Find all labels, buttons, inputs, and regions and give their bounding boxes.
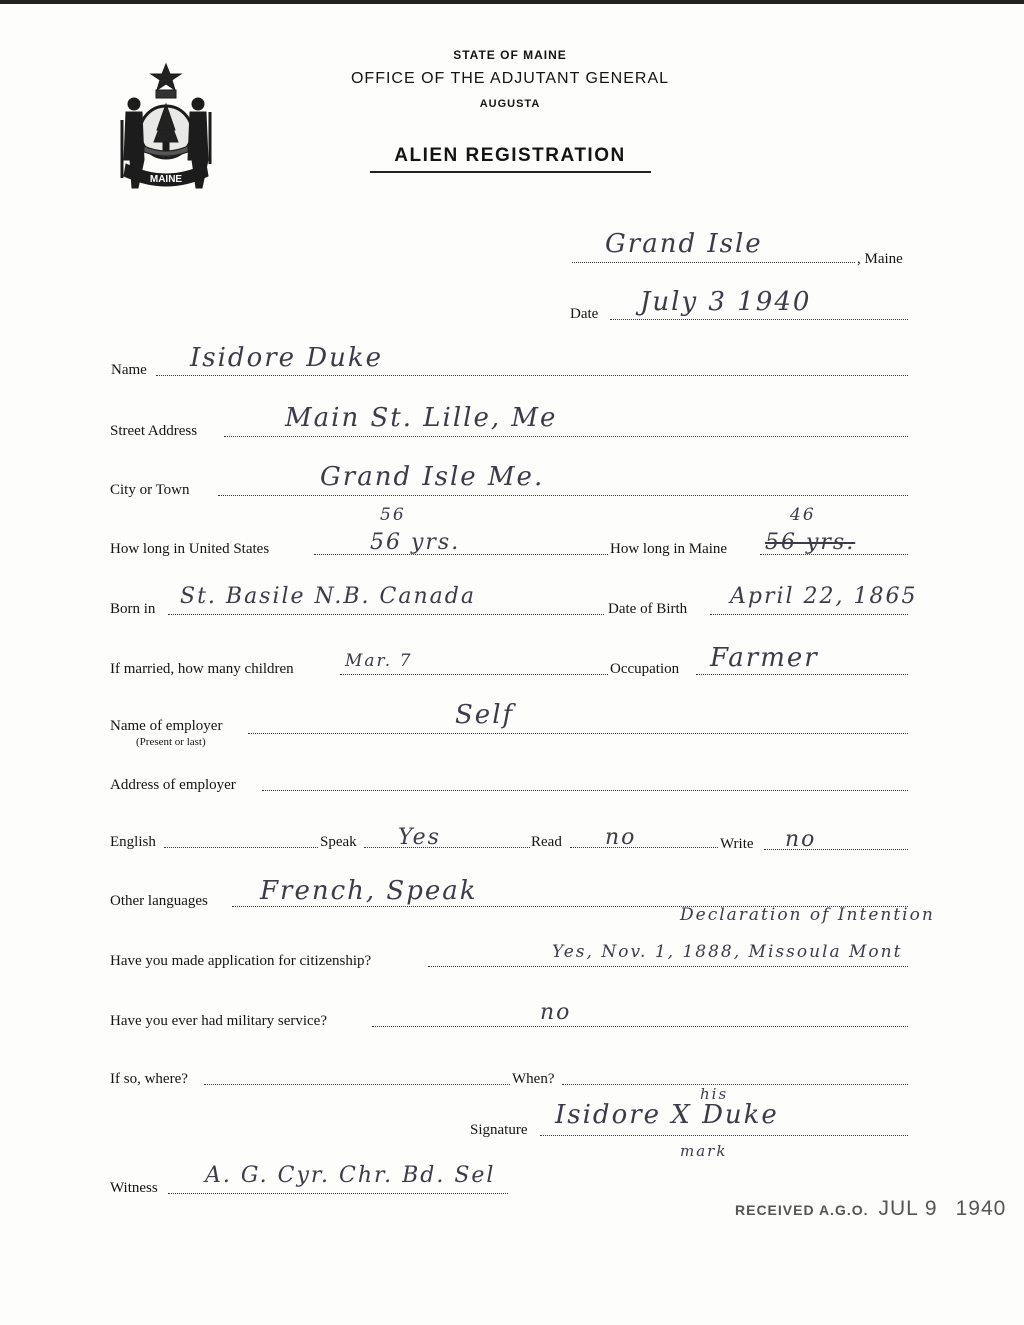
occupation-value: Farmer — [710, 643, 819, 673]
signature-mark: mark — [680, 1142, 728, 1160]
where-line — [204, 1084, 510, 1085]
military-label: Have you ever had military service? — [110, 1013, 327, 1029]
write-value: no — [785, 827, 817, 852]
place-line — [572, 262, 855, 263]
dob-value: April 22, 1865 — [730, 584, 918, 609]
stamp-received: RECEIVED A.G.O. — [735, 1202, 869, 1218]
employer-line — [248, 733, 908, 734]
speak-label: Speak — [320, 834, 357, 850]
write-label: Write — [720, 836, 754, 852]
witness-label: Witness — [110, 1180, 158, 1196]
street-label: Street Address — [110, 423, 198, 439]
stamp-date: JUL 9 — [878, 1197, 938, 1220]
citizenship-line — [428, 966, 908, 967]
employer-address-label: Address of employer — [110, 777, 236, 793]
received-stamp — [735, 1197, 1006, 1221]
children-value: Mar. 7 — [345, 651, 413, 671]
signature-line — [540, 1135, 908, 1136]
form-title: ALIEN REGISTRATION — [394, 145, 626, 166]
when-label: When? — [512, 1071, 555, 1087]
other-lang-value: French, Speak — [260, 876, 478, 906]
military-line — [372, 1026, 908, 1027]
date-label: Date — [570, 306, 599, 322]
seal-banner-text: MAINE — [149, 174, 183, 185]
speak-line — [364, 847, 530, 848]
occupation-line — [696, 674, 908, 675]
name-label: Name — [111, 362, 147, 378]
citizenship-value: Yes, Nov. 1, 1888, Missoula Mont — [552, 942, 903, 962]
signature-value: Isidore X Duke — [555, 1100, 779, 1130]
employer-address-line — [262, 790, 908, 791]
employer-sublabel: (Present or last) — [136, 736, 206, 748]
name-line — [156, 375, 908, 376]
born-label: Born in — [110, 601, 156, 617]
name-value: Isidore Duke — [190, 343, 384, 373]
born-value: St. Basile N.B. Canada — [180, 584, 476, 609]
city-line — [218, 495, 908, 496]
read-label: Read — [531, 834, 562, 850]
street-value: Main St. Lille, Me — [285, 403, 558, 433]
citizenship-note: Declaration of Intention — [680, 905, 935, 925]
signature-his: his — [700, 1085, 729, 1103]
citizenship-label: Have you made application for citizenship? — [110, 953, 372, 969]
english-line — [164, 847, 318, 848]
years-maine-value: 56 yrs. — [765, 530, 856, 555]
title-underline — [370, 171, 651, 173]
read-line — [570, 847, 718, 848]
english-label: English — [110, 834, 156, 850]
date-value: July 3 1940 — [640, 287, 812, 317]
years-us-correction: 56 — [380, 505, 406, 525]
signature-label: Signature — [470, 1122, 528, 1138]
when-line — [562, 1084, 908, 1085]
scan-border — [0, 0, 1024, 4]
other-lang-label: Other languages — [110, 893, 208, 909]
children-label: If married, how many children — [110, 661, 294, 677]
street-line — [224, 436, 908, 437]
city-label: City or Town — [110, 482, 190, 498]
header-office: OFFICE OF THE ADJUTANT GENERAL — [350, 70, 670, 87]
dob-label: Date of Birth — [608, 601, 688, 617]
military-value: no — [540, 1000, 572, 1025]
employer-value: Self — [455, 700, 515, 730]
date-line — [610, 319, 908, 320]
years-us-value: 56 yrs. — [370, 530, 461, 555]
years-us-line — [314, 554, 608, 555]
city-value: Grand Isle Me. — [320, 462, 545, 492]
place-value: Grand Isle — [605, 229, 763, 259]
where-label: If so, where? — [110, 1071, 188, 1087]
header-state: STATE OF MAINE — [453, 48, 567, 62]
witness-value: A. G. Cyr. Chr. Bd. Sel — [205, 1163, 496, 1188]
dob-line — [710, 614, 908, 615]
read-value: no — [605, 825, 637, 850]
years-maine-label: How long in Maine — [610, 541, 728, 557]
speak-value: Yes — [398, 825, 441, 850]
stamp-year: 1940 — [955, 1197, 1007, 1220]
maine-state-seal — [112, 60, 220, 192]
years-maine-correction: 46 — [790, 505, 816, 525]
born-line — [168, 614, 604, 615]
years-us-label: How long in United States — [110, 541, 270, 557]
children-line — [340, 674, 608, 675]
occupation-label: Occupation — [610, 661, 680, 677]
header-city: AUGUSTA — [479, 98, 541, 110]
employer-label: Name of employer — [110, 718, 223, 734]
place-suffix: , Maine — [857, 251, 903, 267]
witness-line — [168, 1193, 508, 1194]
